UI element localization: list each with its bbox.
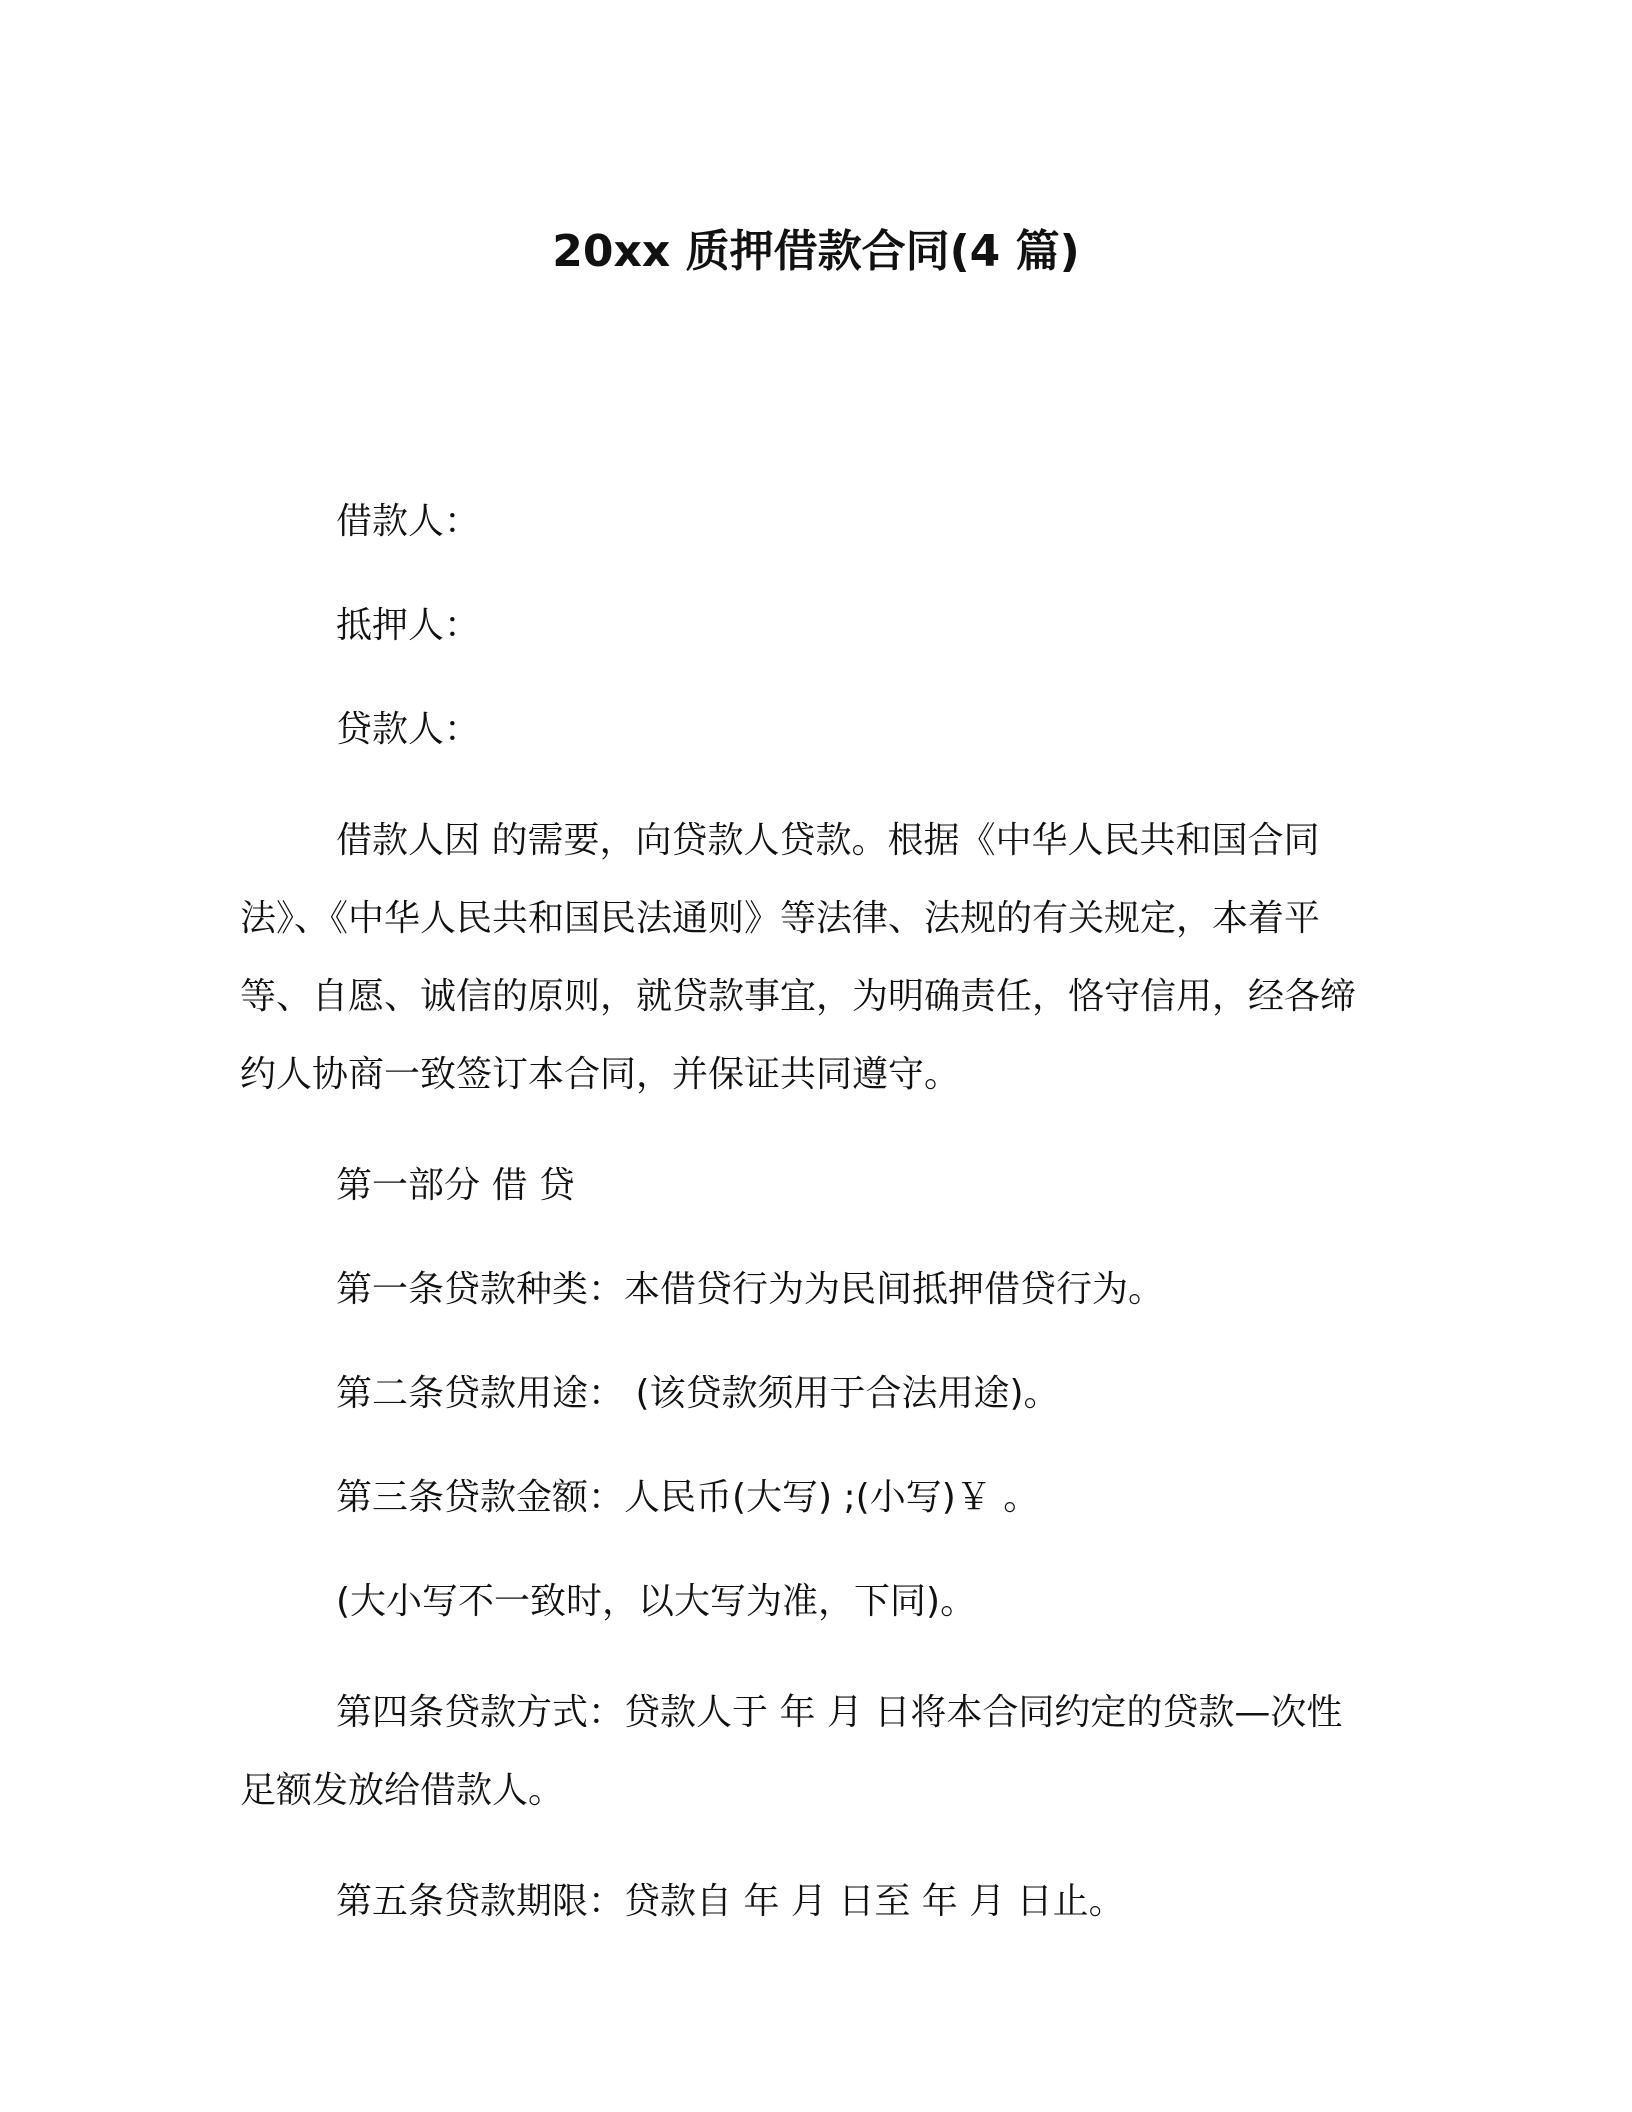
amount-note: (大小写不一致时，以大写为准，下同)。 [336,1581,977,1622]
article-1: 第一条贷款种类：本借贷行为为民间抵押借贷行为。 [336,1269,1165,1310]
lender-line: 贷款人： [336,709,481,750]
document-body [240,490,1360,1974]
article-2: 第二条贷款用途： (该贷款须用于合法用途)。 [336,1373,1060,1414]
mortgagor-line: 抵押人： [336,605,481,646]
part-one-heading: 第一部分 借 贷 [336,1165,575,1206]
document-title: 20xx 质押借款合同(4 篇) [552,226,1080,277]
article-5: 第五条贷款期限：贷款自 年 月 日至 年 月 日止。 [336,1881,1125,1922]
preamble-paragraph: 借款人因 的需要，向贷款人贷款。根据《中华人民共和国合同法》、《中华人民共和国民法通则》等法律、法规的有关规定，本着平等、自愿、诚信的原则，就贷款事宜，为明确责任，恪守信用，经各缔约人协商一致签订本合同，并保证共同遵守。 [240,820,1357,1095]
borrower-line: 借款人： [336,501,481,542]
article-4: 第四条贷款方式：贷款人于 年 月 日将本合同约定的贷款—次性足额发放给借款人。 [240,1692,1343,1811]
article-3: 第三条贷款金额：人民币(大写) ;(小写)￥ 。 [336,1477,1040,1518]
